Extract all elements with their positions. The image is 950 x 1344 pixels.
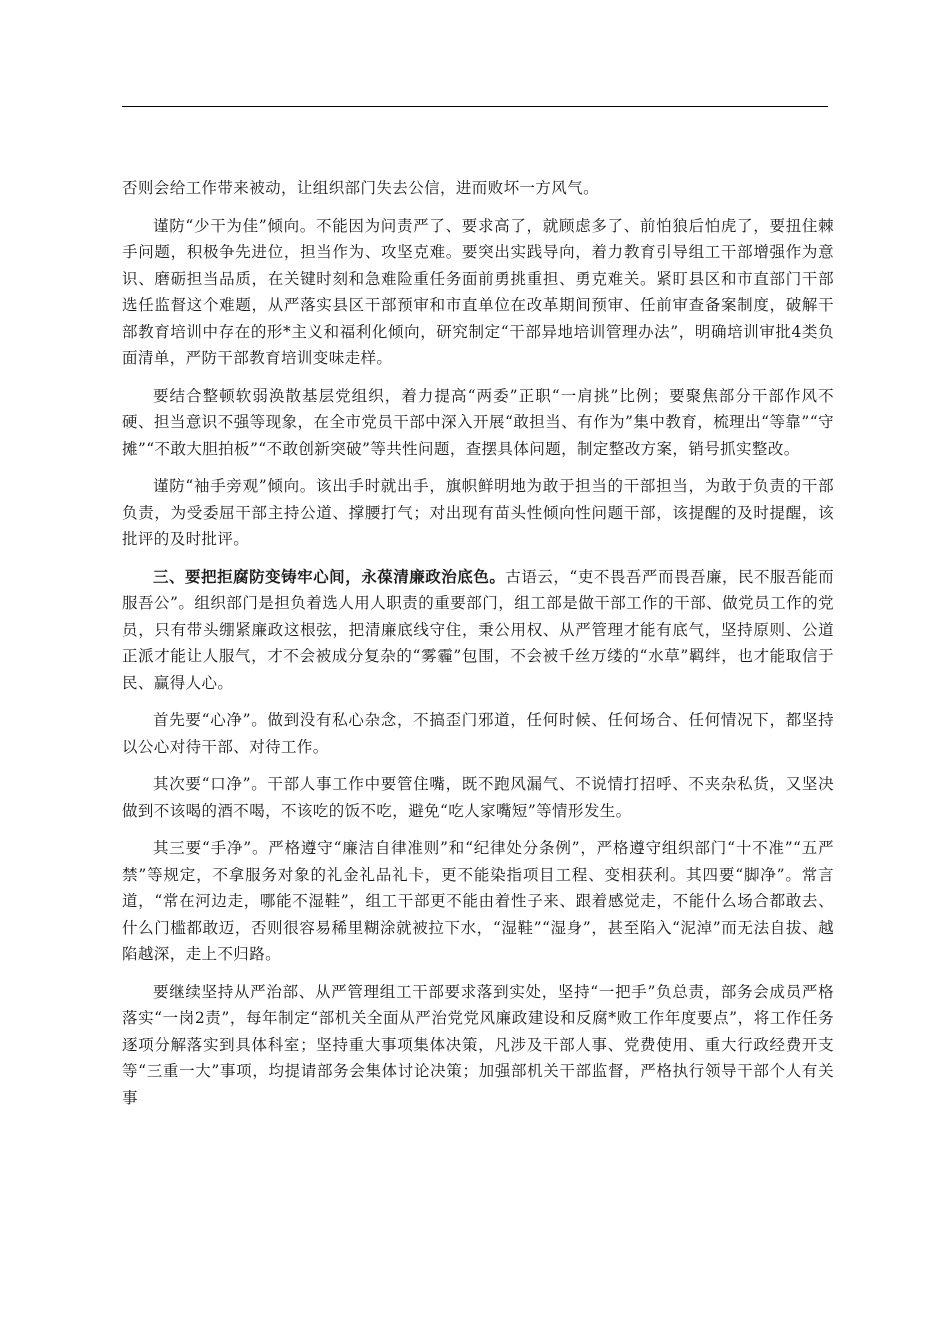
paragraph-xiushou-pangguan xyxy=(122,473,834,553)
paragraph-text: 谨防“少干为佳”倾向。不能因为问责严了、要求高了，就顾虑多了、前怕狼后怕虎了，要扭住棘手问题，积极争先进位，担当作为、攻坚克难。要突出实践导向，着力教育引导组工干部增强作为意识、磨砺担当品质，在关键时刻和急难险重任务面前勇挑重担、勇克难关。紧盯县区和市直部门干部选任监督这个难题，从严落实县区干部预审和市直单位在改革期间预审、任前审查备案制度，破解干部教育培训中存在的形*主义和福利化倾向，研究制定“干部异地培训管理办法”，明确培训审批4类负面清单，严防干部教育培训变味走样。 xyxy=(122,216,834,367)
paragraph-kou-jing xyxy=(122,771,834,824)
paragraph-xin-jing xyxy=(122,707,834,760)
paragraph-text: 谨防“袖手旁观”倾向。该出手时就出手，旗帜鲜明地为敢于担当的干部担当，为敢于负责的干部负责，为受委屈干部主持公道、撑腰打气；对出现有苗头性倾向性问题干部，该提醒的及时提醒，该批评的及时批评。 xyxy=(122,477,834,548)
paragraph-ruanruo-huansan xyxy=(122,383,834,463)
paragraph-text: 要继续坚持从严治部、从严管理组工干部要求落到实处，坚持“一把手”负总责，部务会成员严格落实“一岗2责”，每年制定“部机关全面从严治党党风廉政建设和反腐*败工作年度要点”，将工作任务逐项分解落实到具体科室；坚持重大事项集体决策，凡涉及干部人事、党费使用、重大行政经费开支等“三重一大”事项，均提请部务会集体讨论决策；加强部机关干部监督，严格执行领导干部个人有关事 xyxy=(122,982,834,1107)
paragraph-text: 否则会给工作带来被动，让组织部门失去公信，进而败坏一方风气。 xyxy=(122,179,600,197)
paragraph-text: 其三要“手净”。严格遵守“廉洁自律准则”和“纪律处分条例”，严格遵守组织部门“十不准”“五严禁”等规定，不拿服务对象的礼金礼品礼卡，更不能染指项目工程、变相获利。其四要“脚净”。常言道，“常在河边走，哪能不湿鞋”，组工干部更不能由着性子来、跟着感觉走，不能什么场合都敢去、什么门槛都敢迈，否则很容易稀里糊涂就被拉下水，“湿鞋”“湿身”，甚至陷入“泥淖”而无法自拔、越陷越深，走上不归路。 xyxy=(122,839,834,963)
paragraph-section-three xyxy=(122,564,834,697)
document-body xyxy=(122,175,834,1111)
paragraph-text: 要结合整顿软弱涣散基层党组织，着力提高“两委”正职“一肩挑”比例；要聚焦部分干部作风不硬、担当意识不强等现象，在全市党员干部中深入开展“敢担当、有作为”集中教育，梳理出“等靠”“守摊”“不敢大胆拍板”“不敢创新突破”等共性问题，查摆具体问题，制定整改方案，销号抓实整改。 xyxy=(122,386,834,458)
header-rule xyxy=(122,106,828,107)
paragraph-continuation xyxy=(122,175,834,202)
paragraph-shaogan-weijia xyxy=(122,213,834,372)
paragraph-text: 古语云，“吏不畏吾严而畏吾廉，民不服吾能而服吾公”。组织部门是担负着选人用人职责的重要部门，组工部是做干部工作的干部、做党员工作的党员，只有带头绷紧廉政这根弦，把清廉底线守住，秉公用权、从严管理才能有底气，坚持原则、公道正派才能让人服气，才不会被成分复杂的“雾霾”包围，不会被千丝万缕的“水草”羁绊，也才能取信于民、赢得人心。 xyxy=(122,567,834,692)
paragraph-congyan-zhibu xyxy=(122,979,834,1112)
paragraph-text: 其次要“口净”。干部人事工作中要管住嘴，既不跑风漏气、不说情打招呼、不夹杂私货，又坚决做到不该喝的酒不喝，不该吃的饭不吃，避免“吃人家嘴短”等情形发生。 xyxy=(122,775,834,820)
paragraph-text: 首先要“心净”。做到没有私心杂念，不搞歪门邪道，任何时候、任何场合、任何情况下，都坚持以公心对待干部、对待工作。 xyxy=(122,711,834,756)
paragraph-shou-jing xyxy=(122,835,834,968)
section-heading: 三、要把拒腐防变铸牢心间，永葆清廉政治底色。 xyxy=(153,566,506,586)
